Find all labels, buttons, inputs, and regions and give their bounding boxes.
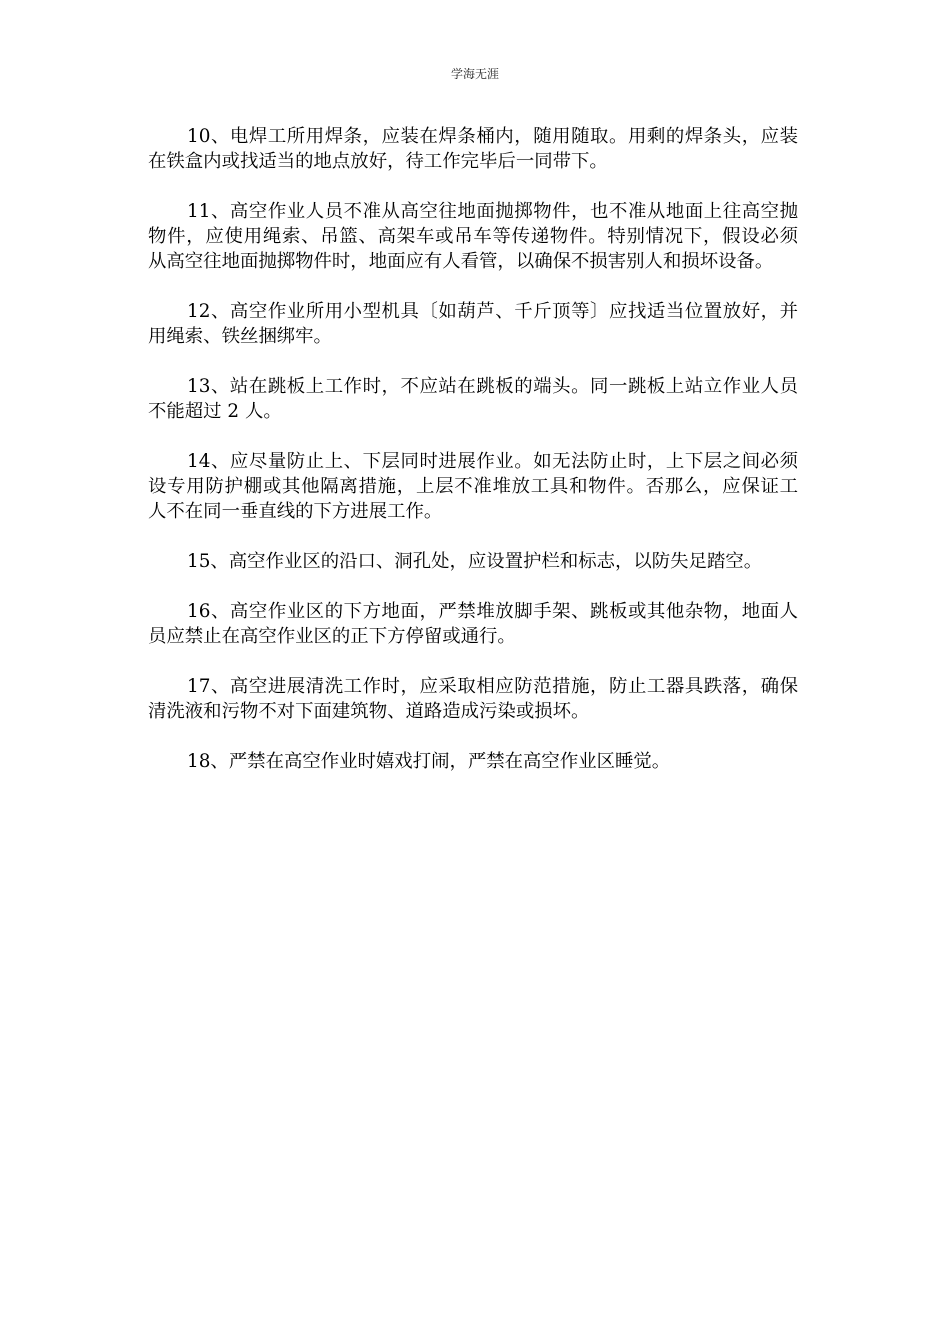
paragraph — [148, 749, 798, 774]
paragraph-line: 员应禁止在高空作业区的正下方停留或通行。 — [148, 626, 516, 647]
paragraph — [148, 124, 798, 174]
paragraph-line: 清洗液和污物不对下面建筑物、道路造成污染或损坏。 — [148, 701, 590, 722]
paragraph-line: 用绳索、铁丝捆绑牢。 — [148, 326, 332, 347]
paragraph-line: 12、高空作业所用小型机具〔如葫芦、千斤顶等〕应找适当位置放好，并 — [187, 301, 798, 322]
paragraph — [148, 299, 798, 349]
paragraph-line: 物件，应使用绳索、吊篮、高架车或吊车等传递物件。特别情况下，假设必须 — [148, 226, 798, 247]
paragraph — [148, 374, 798, 424]
paragraph — [148, 199, 798, 274]
paragraph-line: 11、高空作业人员不准从高空往地面抛掷物件，也不准从地面上往高空抛 — [187, 201, 798, 222]
paragraph-line: 17、高空进展清洗工作时，应采取相应防范措施，防止工器具跌落，确保 — [187, 676, 798, 697]
paragraph-line: 14、应尽量防止上、下层同时进展作业。如无法防止时，上下层之间必须 — [187, 451, 798, 472]
paragraph-line: 10、电焊工所用焊条，应装在焊条桶内，随用随取。用剩的焊条头，应装 — [187, 126, 798, 147]
paragraph-line: 在铁盒内或找适当的地点放好，待工作完毕后一同带下。 — [148, 151, 608, 172]
paragraph-line: 人不在同一垂直线的下方进展工作。 — [148, 501, 443, 522]
paragraph-line: 15、高空作业区的沿口、洞孔处，应设置护栏和标志，以防失足踏空。 — [187, 551, 763, 572]
page-header: 学海无涯 — [450, 67, 499, 81]
paragraph-line: 不能超过 2 人。 — [148, 401, 282, 422]
paragraph-line: 16、高空作业区的下方地面，严禁堆放脚手架、跳板或其他杂物，地面人 — [187, 601, 798, 622]
paragraph — [148, 549, 798, 574]
paragraph — [148, 674, 798, 724]
document-body — [148, 124, 798, 799]
paragraph-line: 18、严禁在高空作业时嬉戏打闹，严禁在高空作业区睡觉。 — [187, 751, 671, 772]
paragraph-line: 设专用防护棚或其他隔离措施，上层不准堆放工具和物件。否那么，应保证工 — [148, 476, 798, 497]
paragraph-line: 13、站在跳板上工作时，不应站在跳板的端头。同一跳板上站立作业人员 — [187, 376, 798, 397]
paragraph — [148, 449, 798, 524]
paragraph-line: 从高空往地面抛掷物件时，地面应有人看管，以确保不损害别人和损坏设备。 — [148, 251, 774, 272]
paragraph — [148, 599, 798, 649]
